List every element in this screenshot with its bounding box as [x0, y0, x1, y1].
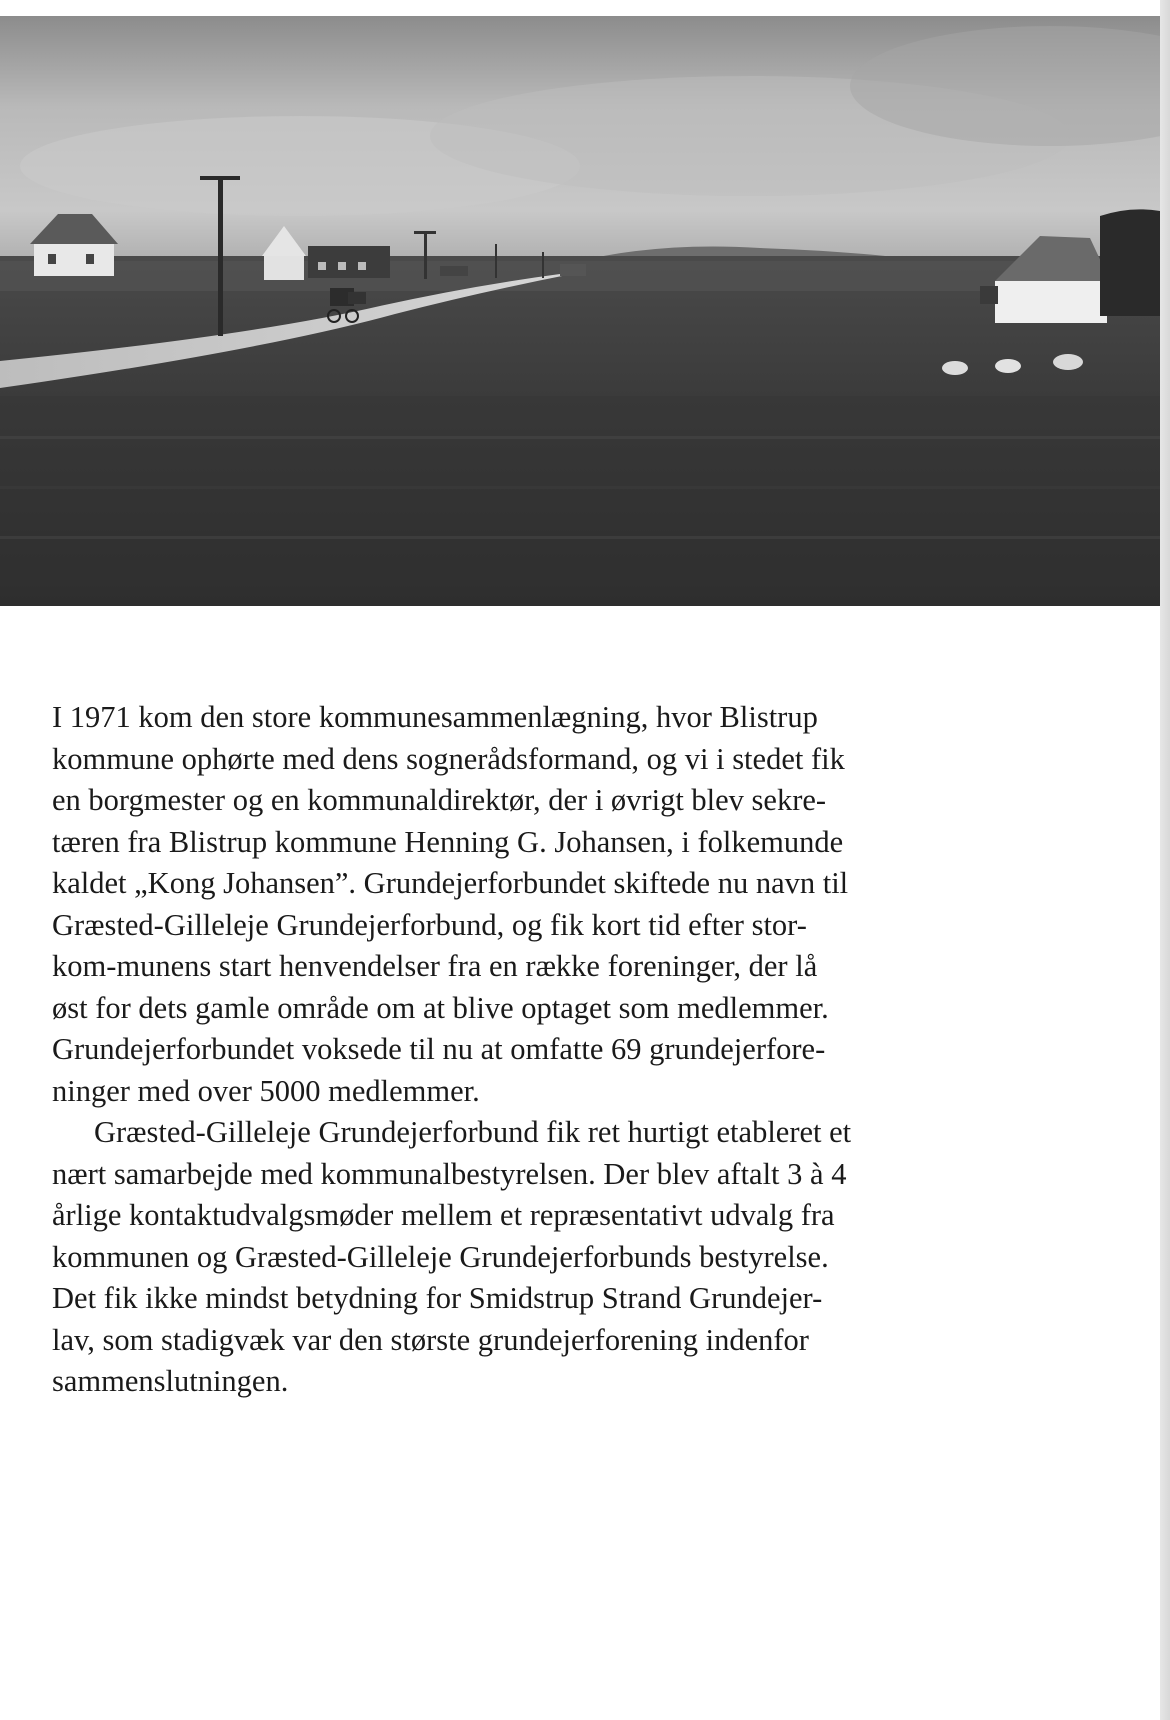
text-line: ninger med over 5000 medlemmer.: [52, 1073, 480, 1108]
paragraph-2: [52, 1112, 1012, 1403]
text-line: tæren fra Blistrup kommune Henning G. Johansen, i folkemunde: [52, 824, 844, 859]
text-line: lav, som stadigvæk var den største grundejerforening indenfor: [52, 1322, 809, 1357]
landscape-photo-illustration: [0, 16, 1160, 606]
article-text: [52, 697, 1012, 1403]
historical-photo: [0, 16, 1160, 606]
text-line: en borgmester og en kommunaldirektør, der i øvrigt blev sekre-: [52, 783, 827, 817]
text-line: Grundejerforbundet voksede til nu at omfatte 69 grundejerfore-: [52, 1032, 826, 1066]
text-line: Græsted-Gilleleje Grundejerforbund, og fik kort tid efter stor-: [52, 907, 807, 942]
text-line: Græsted-Gilleleje Grundejerforbund fik ret hurtigt etableret et: [94, 1115, 852, 1149]
text-line: I 1971 kom den store kommunesammenlægning, hvor Blistrup: [52, 700, 818, 734]
text-line: sammenslutningen.: [52, 1364, 289, 1398]
text-line: kommune ophørte med dens sognerådsformand, og vi i stedet fik: [52, 741, 845, 776]
text-line: Det fik ikke mindst betydning for Smidstrup Strand Grundejer-: [52, 1281, 823, 1315]
text-line: kommunen og Græsted-Gilleleje Grundejerforbunds bestyrelse.: [52, 1239, 829, 1274]
text-line: nært samarbejde med kommunalbestyrelsen. Der blev aftalt 3 à 4: [52, 1156, 847, 1191]
text-line: kaldet „Kong Johansen”. Grundejerforbundet skiftede nu navn til: [52, 866, 849, 900]
text-line: kom-munens start henvendelser fra en række foreninger, der lå: [52, 949, 818, 983]
paragraph-1: [52, 697, 1012, 1112]
text-line: øst for dets gamle område om at blive optaget som medlemmer.: [52, 990, 829, 1025]
page-edge-shadow: [1160, 0, 1170, 1720]
text-line: årlige kontaktudvalgsmøder mellem et repræsentativt udvalg fra: [52, 1198, 835, 1232]
